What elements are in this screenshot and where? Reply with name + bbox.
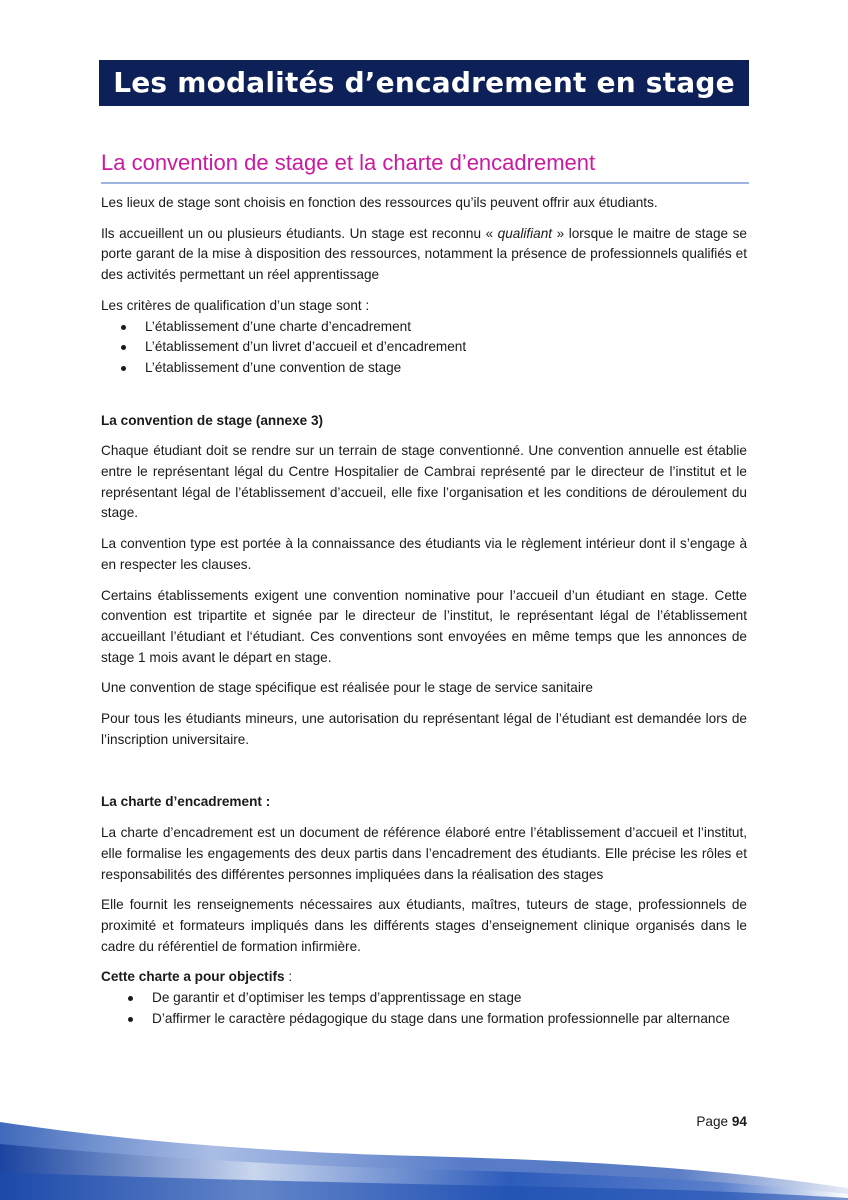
criteria-item: L’établissement d’une convention de stage bbox=[101, 358, 747, 379]
footer-wave-decoration bbox=[0, 1122, 848, 1200]
convention-paragraph: Certains établissements exigent une convention nominative pour l’accueil d’un étudiant en stage. Cette convention est tripartite et signée par le directeur de l’institut, le représentant légal de l’établissement accueillant l’étudiant et l‘étudiant. Ces conventions sont envoyées en même temps que les annonces de stage 1 mois avant le départ en stage. bbox=[101, 587, 747, 665]
objectives-lead bbox=[101, 967, 747, 988]
objectives-suffix: : bbox=[284, 969, 293, 985]
objective-item: De garantir et d’optimiser les temps d’apprentissage en stage bbox=[101, 988, 747, 1009]
charte-paragraph: Elle fournit les renseignements nécessaires aux étudiants, maîtres, tuteurs de stage, professionnels de proximité et formateurs impliqués dans les différents stages d’enseignement clinique organisés dans le cadre du référentiel de formation infirmière. bbox=[101, 897, 747, 954]
page-label: Page bbox=[696, 1114, 729, 1129]
intro-p2-start: Ils accueillent un ou plusieurs étudiants. Un stage est reconnu « bbox=[101, 225, 498, 241]
criteria-list bbox=[101, 317, 747, 379]
criteria-item: L’établissement d’une charte d’encadrement bbox=[101, 317, 747, 338]
criteria-lead: Les critères de qualification d’un stage sont : bbox=[101, 297, 370, 313]
spacer bbox=[101, 760, 747, 792]
objectives-list bbox=[101, 988, 747, 1029]
convention-paragraph: Pour tous les étudiants mineurs, une autorisation du représentant légal de l’étudiant est demandée lors de l’inscription universitaire. bbox=[101, 711, 747, 747]
intro-paragraph-1: Les lieux de stage sont choisis en fonction des ressources qu’ils peuvent offrir aux étudiants. bbox=[101, 195, 658, 210]
criteria-item: L’établissement d’un livret d’accueil et d’encadrement bbox=[101, 337, 747, 358]
convention-paragraph: Chaque étudiant doit se rendre sur un terrain de stage conventionné. Une convention annuelle est établie entre le représentant légal du Centre Hospitalier de Cambrai représenté par le directeur de l’institut et le représentant légal de l’établissement d’accueil, elle fixe l’organisation et les conditions de déroulement du stage. bbox=[101, 443, 747, 521]
section-title: La convention de stage et la charte d’encadrement bbox=[101, 149, 749, 184]
qualifiant-term: qualifiant bbox=[497, 225, 553, 241]
intro-paragraph-2 bbox=[101, 224, 747, 286]
page-number-value: 94 bbox=[731, 1114, 747, 1129]
convention-paragraph: La convention type est portée à la connaissance des étudiants via le règlement intérieur dont il s’engage à en respecter les clauses. bbox=[101, 536, 747, 572]
charte-heading: La charte d’encadrement : bbox=[101, 794, 271, 810]
convention-heading: La convention de stage (annexe 3) bbox=[101, 412, 324, 428]
objective-item: D’affirmer le caractère pédagogique du stage dans une formation professionnelle par alternance bbox=[101, 1009, 747, 1030]
spacer bbox=[101, 379, 747, 411]
document-body bbox=[101, 193, 747, 1030]
intro-p2-end: » lorsque le maitre de stage se porte garant de la mise à disposition des ressources, notamment la présence de professionnels qualifiés et des activités permettant un réel apprentissage bbox=[101, 225, 747, 283]
convention-paragraph: Une convention de stage spécifique est réalisée pour le stage de service sanitaire bbox=[101, 680, 593, 696]
charte-paragraph: La charte d’encadrement est un document de référence élaboré entre l’établissement d’accueil et l’institut, elle formalise les engagements des deux partis dans l’encadrement des étudiants. Elle précise les rôles et responsabilités des différentes personnes impliquées dans la réalisation des stages bbox=[101, 825, 747, 882]
page-banner-title: Les modalités d’encadrement en stage bbox=[99, 60, 749, 106]
objectives-label: Cette charte a pour objectifs bbox=[101, 969, 285, 985]
